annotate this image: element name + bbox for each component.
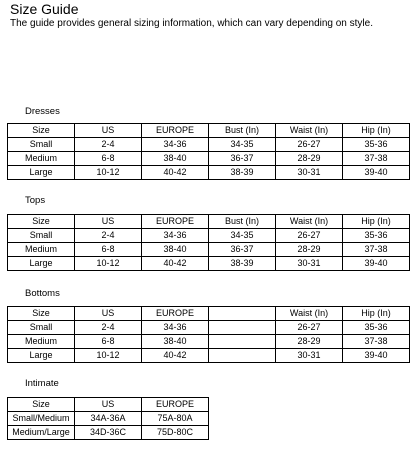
table-row xyxy=(8,412,209,426)
table-cell: Medium xyxy=(8,243,75,257)
header-cell: Hip (In) xyxy=(343,124,410,138)
section-label-dresses: Dresses xyxy=(25,106,60,117)
table-cell: 38-40 xyxy=(142,152,209,166)
table-cell: Small xyxy=(8,229,75,243)
table-cell: 10-12 xyxy=(75,349,142,363)
section-label-intimate: Intimate xyxy=(25,378,59,389)
table-row xyxy=(8,152,410,166)
table-cell: 38-40 xyxy=(142,335,209,349)
header-cell: Size xyxy=(8,124,75,138)
table-cell: 34-36 xyxy=(142,321,209,335)
table-cell: 2-4 xyxy=(75,321,142,335)
table-cell: 35-36 xyxy=(343,229,410,243)
header-cell: EUROPE xyxy=(142,398,209,412)
table-cell: 6-8 xyxy=(75,152,142,166)
header-cell: US xyxy=(75,215,142,229)
table-cell: 36-37 xyxy=(209,243,276,257)
table-cell: 38-39 xyxy=(209,166,276,180)
table-cell: 35-36 xyxy=(343,321,410,335)
table-cell: 2-4 xyxy=(75,229,142,243)
table-cell: 34D-36C xyxy=(75,426,142,440)
table-cell: Medium/Large xyxy=(8,426,75,440)
table-cell: 34-35 xyxy=(209,138,276,152)
table-row xyxy=(8,138,410,152)
header-cell: Hip (In) xyxy=(343,215,410,229)
table-cell: 40-42 xyxy=(142,257,209,271)
table-cell: 28-29 xyxy=(276,335,343,349)
header-cell: Hip (In) xyxy=(343,307,410,321)
header-cell: EUROPE xyxy=(142,124,209,138)
table-cell: 26-27 xyxy=(276,321,343,335)
table-cell: 37-38 xyxy=(343,243,410,257)
table-cell: Large xyxy=(8,349,75,363)
table-row xyxy=(8,257,410,271)
table-cell: 36-37 xyxy=(209,152,276,166)
table-cell: 34-36 xyxy=(142,229,209,243)
header-cell: Size xyxy=(8,215,75,229)
size-table-intimate xyxy=(7,397,209,440)
table-cell: Large xyxy=(8,166,75,180)
table-header-row xyxy=(8,398,209,412)
header-cell: Size xyxy=(8,307,75,321)
table-cell: 34-35 xyxy=(209,229,276,243)
header-cell: Waist (In) xyxy=(276,215,343,229)
table-cell: 26-27 xyxy=(276,138,343,152)
table-cell: 34-36 xyxy=(142,138,209,152)
header-cell: US xyxy=(75,124,142,138)
size-table-tops xyxy=(7,214,410,271)
table-cell: Large xyxy=(8,257,75,271)
table-cell xyxy=(209,349,276,363)
header-cell: Size xyxy=(8,398,75,412)
table-cell: 40-42 xyxy=(142,349,209,363)
header-cell: EUROPE xyxy=(142,307,209,321)
table-cell: 38-40 xyxy=(142,243,209,257)
table-cell: 37-38 xyxy=(343,152,410,166)
section-label-bottoms: Bottoms xyxy=(25,288,60,299)
table-header-row xyxy=(8,215,410,229)
table-cell: 28-29 xyxy=(276,152,343,166)
page-subtitle: The guide provides general sizing information, which can vary depending on style. xyxy=(10,18,373,29)
table-row xyxy=(8,321,410,335)
page-title: Size Guide xyxy=(10,1,79,17)
table-header-row xyxy=(8,124,410,138)
table-cell: 75A-80A xyxy=(142,412,209,426)
table-cell: 37-38 xyxy=(343,335,410,349)
table-row xyxy=(8,426,209,440)
table-cell: Medium xyxy=(8,152,75,166)
table-cell: 39-40 xyxy=(343,257,410,271)
table-cell: 40-42 xyxy=(142,166,209,180)
table-cell: 38-39 xyxy=(209,257,276,271)
header-cell: Bust (In) xyxy=(209,215,276,229)
table-cell: 39-40 xyxy=(343,349,410,363)
header-cell: US xyxy=(75,398,142,412)
table-cell xyxy=(209,321,276,335)
header-cell: Waist (In) xyxy=(276,307,343,321)
table-cell: 10-12 xyxy=(75,166,142,180)
table-cell: 30-31 xyxy=(276,257,343,271)
table-cell: Medium xyxy=(8,335,75,349)
table-header-row xyxy=(8,307,410,321)
table-cell: Small/Medium xyxy=(8,412,75,426)
table-cell xyxy=(209,335,276,349)
header-cell xyxy=(209,307,276,321)
table-cell: 35-36 xyxy=(343,138,410,152)
table-cell: 26-27 xyxy=(276,229,343,243)
table-row xyxy=(8,349,410,363)
table-row xyxy=(8,166,410,180)
table-row xyxy=(8,335,410,349)
table-cell: 30-31 xyxy=(276,349,343,363)
header-cell: EUROPE xyxy=(142,215,209,229)
table-cell: 39-40 xyxy=(343,166,410,180)
header-cell: Bust (In) xyxy=(209,124,276,138)
section-label-tops: Tops xyxy=(25,195,46,206)
table-cell: 30-31 xyxy=(276,166,343,180)
table-cell: 34A-36A xyxy=(75,412,142,426)
table-cell: Small xyxy=(8,138,75,152)
table-cell: Small xyxy=(8,321,75,335)
size-table-bottoms xyxy=(7,306,410,363)
header-cell: US xyxy=(75,307,142,321)
table-cell: 10-12 xyxy=(75,257,142,271)
table-cell: 75D-80C xyxy=(142,426,209,440)
header-cell: Waist (In) xyxy=(276,124,343,138)
size-table-dresses xyxy=(7,123,410,180)
table-row xyxy=(8,229,410,243)
table-cell: 6-8 xyxy=(75,335,142,349)
table-cell: 6-8 xyxy=(75,243,142,257)
table-cell: 28-29 xyxy=(276,243,343,257)
table-cell: 2-4 xyxy=(75,138,142,152)
table-row xyxy=(8,243,410,257)
